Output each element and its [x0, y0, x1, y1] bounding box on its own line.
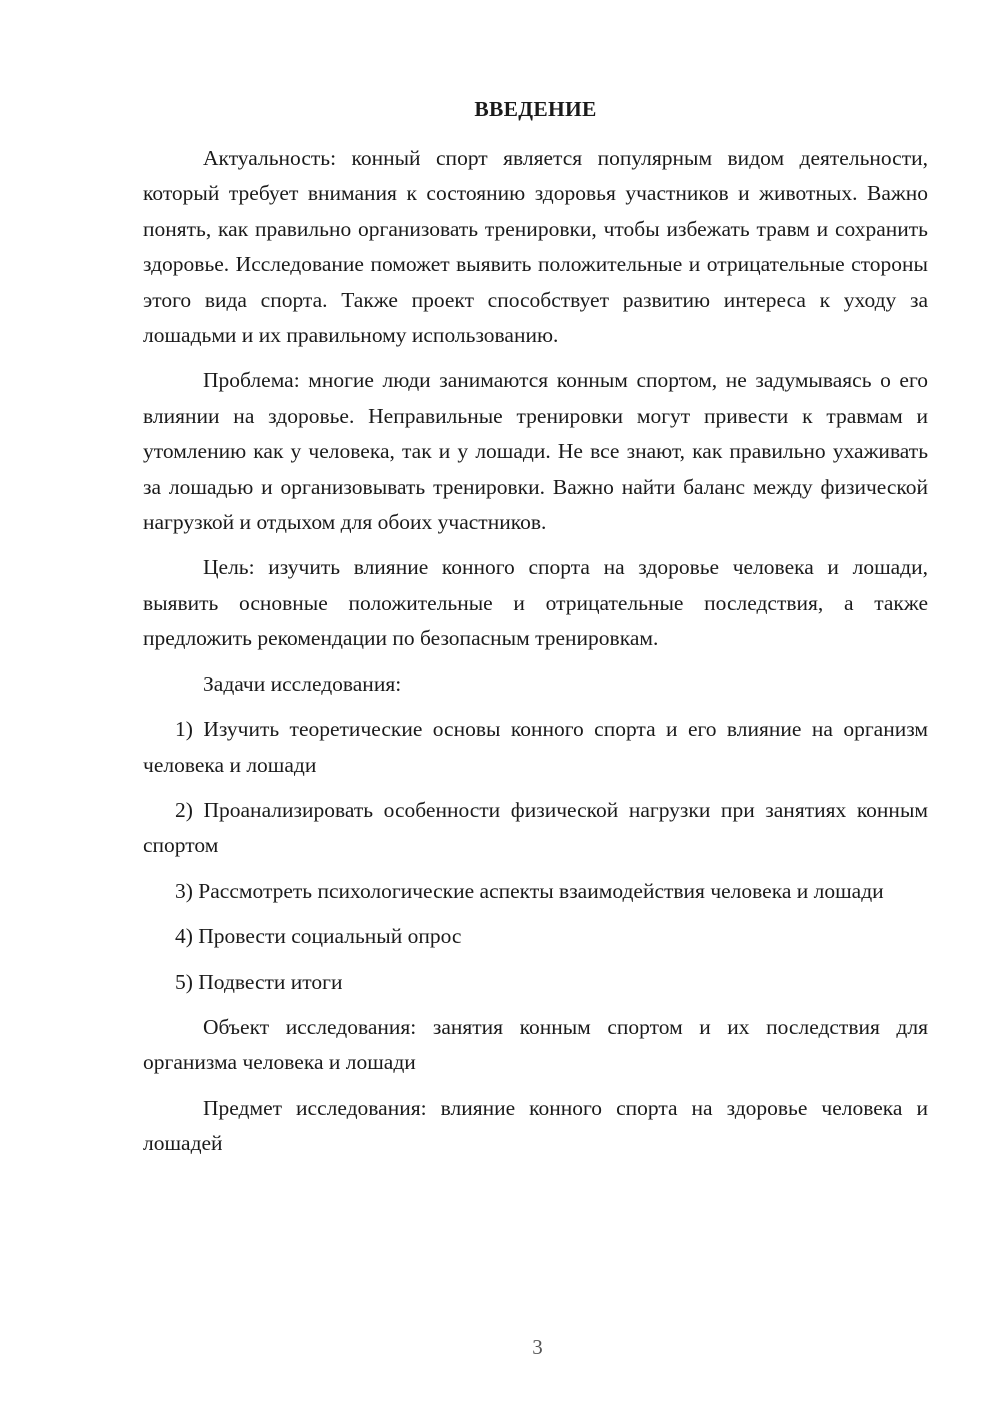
task-list: [143, 712, 928, 1000]
task-item: 3) Рассмотреть психологические аспекты взаимодействия человека и лошади: [175, 878, 884, 903]
paragraph-goal: Цель: изучить влияние конного спорта на здоровье человека и лошади, выявить основные положительные и отрицательные последствия, а также предложить рекомендации по безопасным тренировкам.: [143, 555, 928, 651]
paragraph-subject: Предмет исследования: влияние конного спорта на здоровье человека и лошадей: [143, 1095, 928, 1156]
tasks-label: Задачи исследования:: [203, 671, 402, 696]
task-item: 2) Проанализировать особенности физической нагрузки при занятиях конным спортом: [143, 797, 928, 858]
paragraph-problem: Проблема: многие люди занимаются конным спортом, не задумываясь о его влиянии на здоровье. Неправильные тренировки могут привести к травмам и утомлению как у человека, так и у лошади. Не все знают, как правильно ухаживать за лошадью и организовывать тренировки. Важно найти баланс между физической нагрузкой и отдыхом для обоих участников.: [143, 368, 928, 535]
task-item: 4) Провести социальный опрос: [175, 924, 462, 949]
section-heading: ВВЕДЕНИЕ: [474, 97, 597, 121]
task-item: 1) Изучить теоретические основы конного спорта и его влияние на организм человека и лошади: [143, 717, 928, 777]
paragraph-relevance: Актуальность: конный спорт является популярным видом деятельности, который требует внимания к состоянию здоровья участников и животных. Важно понять, как правильно организовать тренировки, чтобы избежать травм и сохранить здоровье. Исследование поможет выявить положительные и отрицательные стороны этого вида спорта. Также проект способствует развитию интереса к уходу за лошадьми и их правильному использованию.: [143, 146, 928, 348]
paragraph-object: Объект исследования: занятия конным спортом и их последствия для организма человека и лошади: [143, 1014, 928, 1075]
task-item: 5) Подвести итоги: [175, 969, 343, 994]
page-number: 3: [532, 1335, 543, 1359]
page-content: [143, 92, 928, 1162]
